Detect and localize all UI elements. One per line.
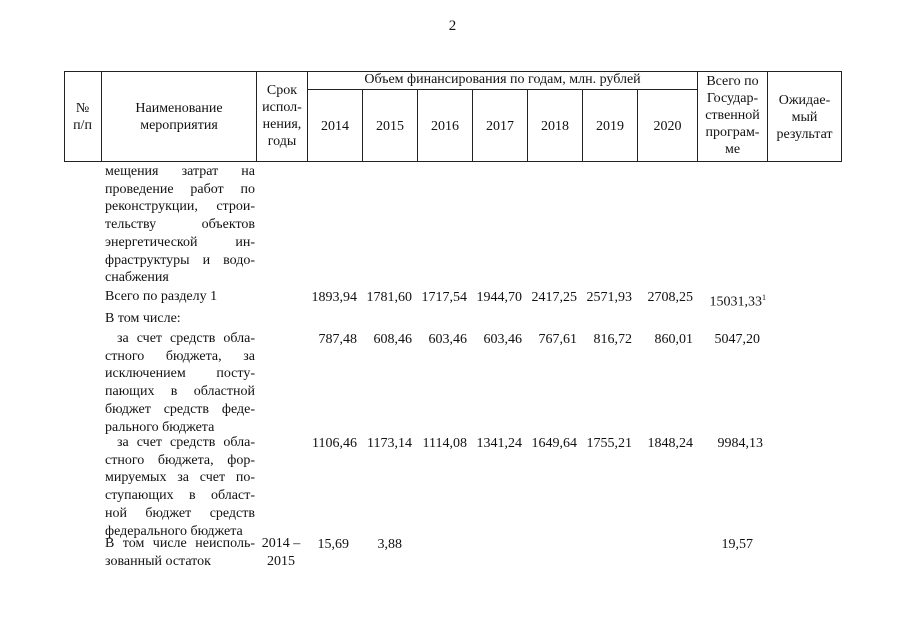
value-2016: 1717,54 <box>421 290 467 305</box>
value-total: 5047,20 <box>714 332 760 347</box>
text-line: стного бюджета, фор- <box>105 452 255 468</box>
header-col-total: Всего по Государ- ственной програм- ме <box>705 74 760 157</box>
value-2019: 1755,21 <box>586 436 632 451</box>
header-col-name: Наименование мероприятия <box>135 101 223 133</box>
value-2015: 3,88 <box>377 537 402 552</box>
header-col-term: Срок испол- нения, годы <box>262 83 302 149</box>
row-federal-funds-name <box>117 434 255 452</box>
header-year: 2018 <box>541 119 569 134</box>
header-year: 2019 <box>596 119 624 134</box>
value-2020: 860,01 <box>654 332 693 347</box>
value-2020: 1848,24 <box>647 436 693 451</box>
text-line: исключением посту- <box>105 366 255 382</box>
header-year: 2017 <box>486 119 514 134</box>
text-line: рального бюджета <box>105 419 215 435</box>
text-line: зованный остаток <box>105 553 211 569</box>
text-line: реконструкции, строи- <box>105 199 255 215</box>
row-regional-budget-name-cont <box>105 348 255 437</box>
value-2014: 1106,46 <box>312 436 357 451</box>
table-header <box>64 71 842 162</box>
header-year: 2016 <box>431 119 459 134</box>
value-total: 9984,13 <box>717 436 763 451</box>
text-line: фраструктуры и водо- <box>105 252 255 268</box>
value-2018: 2417,25 <box>531 290 577 305</box>
value-2017: 603,46 <box>483 332 522 347</box>
row-total-section-name <box>105 288 255 306</box>
value-2017: 1944,70 <box>476 290 522 305</box>
value-2014: 1893,94 <box>311 290 357 305</box>
footnote-marker: 1 <box>762 293 766 302</box>
value-2019: 2571,93 <box>586 290 632 305</box>
text-line: В том числе неисполь- <box>105 536 255 551</box>
text-line: ной бюджет средств <box>105 505 255 521</box>
text-line: мируемых за счет по- <box>105 470 255 486</box>
header-year: 2020 <box>653 119 682 134</box>
value-2015: 608,46 <box>373 332 412 347</box>
text-line: В том числе: <box>105 311 181 326</box>
page-number: 2 <box>448 18 457 34</box>
text-line: стного бюджета, за <box>105 348 255 364</box>
value-2014: 787,48 <box>318 332 357 347</box>
text-line: ступающих в област- <box>105 488 255 504</box>
item-name-continuation <box>105 163 255 287</box>
row-federal-funds-name-cont <box>105 452 255 541</box>
row-including-label <box>105 310 255 328</box>
text-line: за счет средств обла- <box>117 331 255 346</box>
text-line: проведение работ по <box>105 181 255 197</box>
text-line: тельству объектов <box>105 217 255 233</box>
text-line: снабжения <box>105 270 169 286</box>
value-2016: 603,46 <box>428 332 467 347</box>
value-2020: 2708,25 <box>647 290 693 305</box>
value-2018: 1649,64 <box>531 436 577 451</box>
text-line: федерального бюджета <box>105 523 243 539</box>
row-unused-balance-name <box>105 535 255 570</box>
value-2019: 816,72 <box>593 332 632 347</box>
row-regional-budget-name <box>117 330 255 348</box>
value-total: 19,57 <box>721 537 753 552</box>
text-line: энергетической ин- <box>105 234 255 250</box>
value-2016: 1114,08 <box>422 436 467 451</box>
value-2015: 1781,60 <box>366 290 412 305</box>
value-2017: 1341,24 <box>476 436 522 451</box>
term-cell: 2014 – 2015 <box>261 536 301 569</box>
header-year: 2014 <box>321 119 349 134</box>
text-line: за счет средств обла- <box>117 435 255 450</box>
header-col-result: Ожидае- мый результат <box>776 93 833 142</box>
text-line: Всего по разделу 1 <box>105 289 218 304</box>
header-year: 2015 <box>376 119 404 134</box>
value-2015: 1173,14 <box>367 436 412 451</box>
total-value: 15031,33 <box>709 294 762 310</box>
text-line: пающих в областной <box>105 384 255 400</box>
text-line: бюджет средств феде- <box>105 401 255 417</box>
value-2018: 767,61 <box>538 332 577 347</box>
value-2014: 15,69 <box>317 537 349 552</box>
text-line: мещения затрат на <box>105 164 255 179</box>
header-col-funding: Объем финансирования по годам, млн. рублей <box>364 72 641 87</box>
value-total <box>690 289 766 311</box>
header-col-number: № п/п <box>73 101 92 133</box>
